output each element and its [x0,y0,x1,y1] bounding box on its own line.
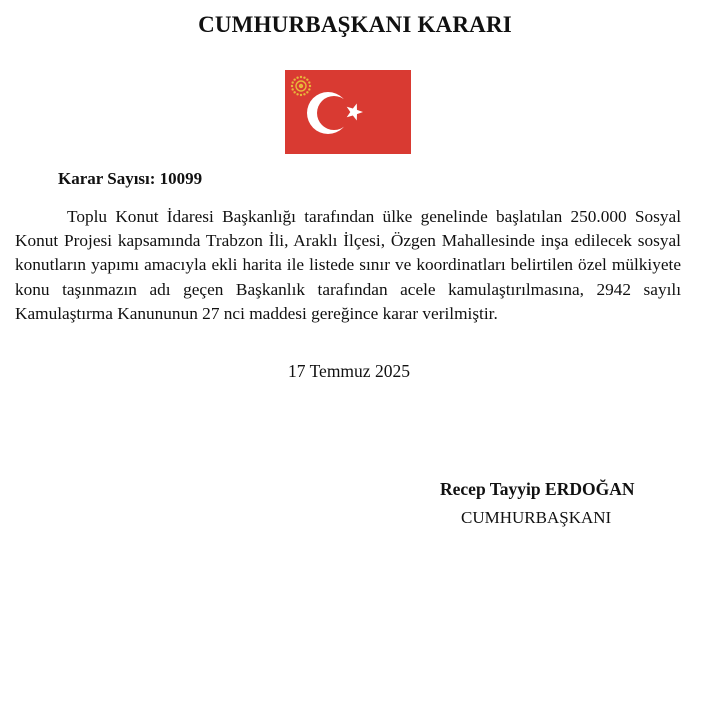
seal-star [308,88,310,90]
decision-number: Karar Sayısı: 10099 [58,169,203,188]
seal-star [291,85,293,87]
seal-star [303,93,305,95]
seal-star [291,88,293,90]
seal-star [306,91,308,93]
flag-icon [285,70,411,154]
signer-title: CUMHURBAŞKANI [461,508,612,527]
seal-star [309,85,311,87]
seal-star [296,76,298,78]
decision-date: 17 Temmuz 2025 [288,361,410,381]
seal-star [306,78,308,80]
crescent-inner [317,96,351,130]
seal-star [300,76,302,78]
seal-star [291,81,293,83]
document-title: CUMHURBAŞKANI KARARI [198,12,512,37]
turkish-flag-image [285,70,411,154]
seal-star [293,78,295,80]
seal-star [293,91,295,93]
seal-star [303,76,305,78]
decision-body-text: Toplu Konut İdaresi Başkanlığı tarafından ülke genelinde başlatılan 250.000 Sosyal Konut Projesi kapsamında Trabzon İli, Araklı İlçesi, Özgen Mahallesinde inşa edilecek sosyal konutların yapımı amacıyla ekli harita ile listede sınır ve koordinatları belirtilen özel mülkiyete konu taşınmazın adı geçen Başkanlık tarafından acele kamulaştırılmasına, 2942 sayılı Kamulaştırma Kanununun 27 nci maddesi gereğince karar verilmiştir. [15,207,681,323]
seal-star [300,94,302,96]
signer-name: Recep Tayyip ERDOĞAN [440,479,635,499]
seal-core [299,84,303,88]
seal-star [308,81,310,83]
seal-star [296,93,298,95]
